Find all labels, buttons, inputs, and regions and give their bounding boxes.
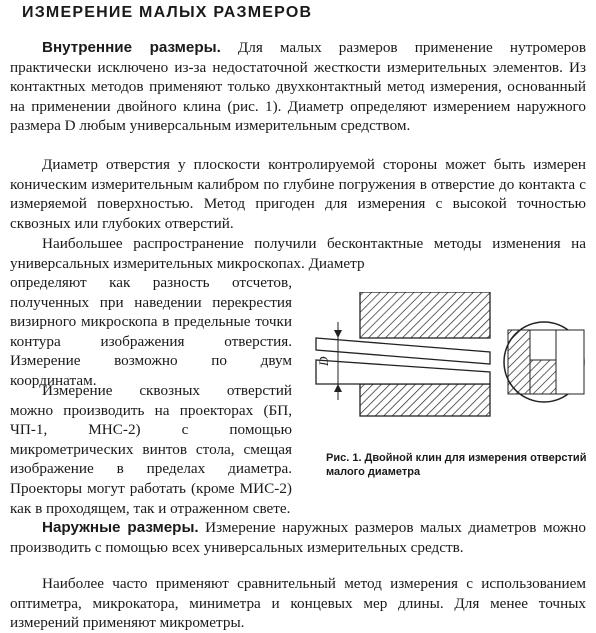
paragraph-6: Наиболее часто применяют сравнительный метод измерения с использованием оптиметра, микрокатора, миниметра и концевых мер длины. Для менее точных измерений применяют микрометры. [10,575,586,632]
paragraph-1-text: Для малых размеров применение нутромеров практически исключено из-за недостаточной жесткости измерительных элементов. Из контактных методов применяют только двухконтактный метод измерения, основанный на применении двойного клина (рис. 1). Диаметр определяют измерением наружного размера D любым универсальным измерительным средством. [10,39,587,135]
paragraph-internal-sizes [10,38,586,136]
paragraph-3: Наибольшее распространение получили бесконтактные методы изменения на универсальных измерительных микроскопах. Диаметр [10,235,586,272]
section-heading-external: Наружные размеры. [42,519,199,536]
double-wedge-figure [312,292,592,442]
page-title: ИЗМЕРЕНИЕ МАЛЫХ РАЗМЕРОВ [22,4,313,21]
paragraph-external-sizes [10,518,586,557]
wedge [316,338,490,384]
dimension-d-label: D [316,356,331,366]
section-circle [504,322,584,402]
paragraph-3-continued: определяют как разность отсчетов, полученных при наведении перекрестия визирного микроскопа в предельные точки контура изображения отверстия. Измерение возможно по двум координатам. [10,274,292,389]
paragraph-5-text: Измерение наружных размеров малых диаметров можно производить с помощью всех универсальных измерительных средств. [10,519,586,556]
figure-caption: Рис. 1. Двойной клин для измерения отверстий малого диаметра [326,452,587,478]
section-heading-internal: Внутренние размеры. [42,39,221,56]
paragraph-2: Диаметр отверстия у плоскости контролируемой стороны может быть измерен коническим измерительным калибром по глубине погружения в отверстие до контакта с измеряемой поверхностью. Метод пригоден для измерения с высокой точностью сквозных или глубоких отверстий. [10,156,586,232]
paragraph-4: Измерение сквозных отверстий можно производить на проекторах (БП, ЧП-1, МНС-2) с помощью микрометрических винтов стола, смещая изображение в пределах диаметра. Проекторы могут работать (кроме МИС-2) как в проходящем, так и отраженном свете. [10,382,292,517]
